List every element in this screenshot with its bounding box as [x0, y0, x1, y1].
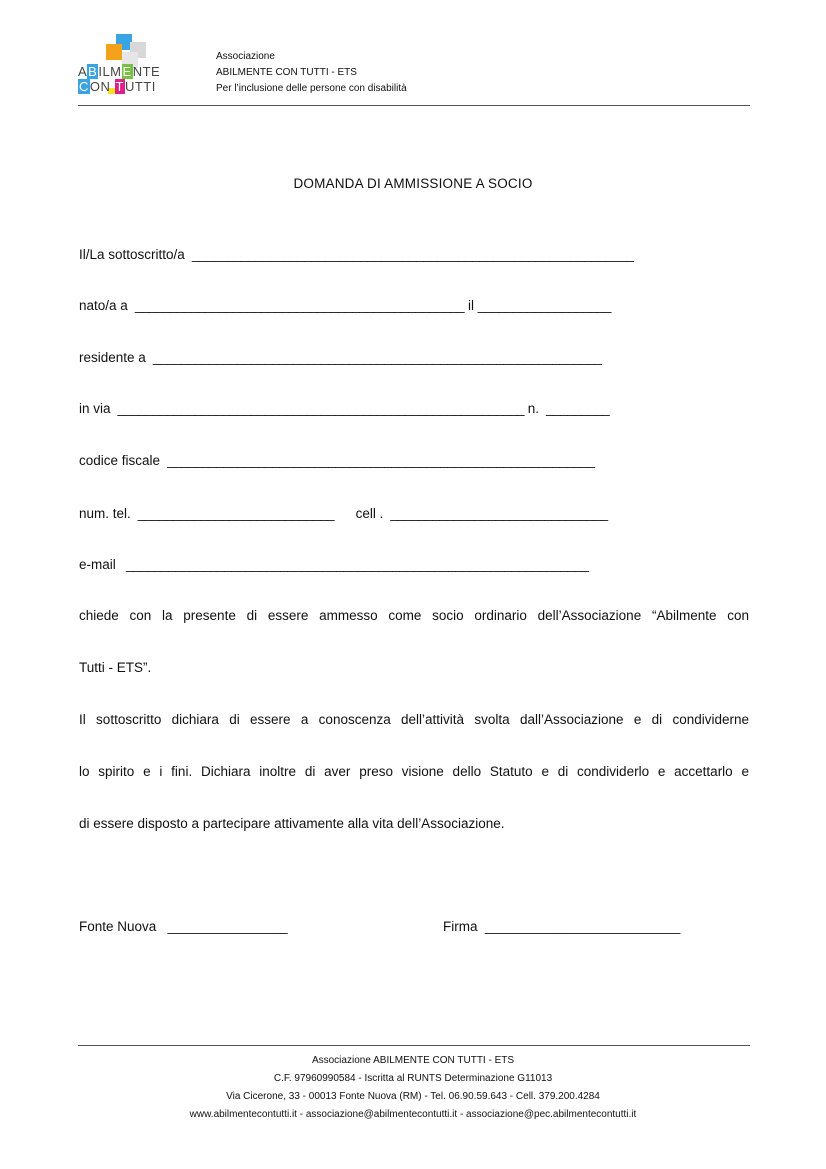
email-blank[interactable]: __________________________________________________________________ — [119, 557, 589, 572]
org-line-1: Associazione — [216, 51, 275, 62]
document-title: DOMANDA DI AMMISSIONE A SOCIO — [293, 176, 533, 191]
email-label: e-mail — [79, 557, 116, 572]
nato-blank[interactable]: _______________________________________________ — [131, 298, 465, 313]
field-sottoscritto[interactable] — [79, 247, 633, 262]
field-email[interactable] — [79, 557, 589, 572]
request-line-2: Tutti - ETS”. — [79, 660, 152, 675]
footer-line-3: Via Cicerone, 33 - 00013 Fonte Nuova (RM) - Tel. 06.90.59.643 - Cell. 379.200.4284 — [226, 1091, 600, 1102]
footer-line-1: Associazione ABILMENTE CON TUTTI - ETS — [311, 1055, 515, 1066]
codice-fiscale-label: codice fiscale — [79, 453, 161, 468]
request-line-1: chiede con la presente di essere ammesso come socio ordinario dell’Associazione “Abilmente con — [79, 608, 749, 623]
organization-header — [216, 49, 407, 97]
logo-cube-orange — [106, 44, 122, 60]
footer-line-2: C.F. 97960990584 - Iscritta al RUNTS Determinazione G11013 — [273, 1073, 553, 1084]
residente-blank[interactable]: ________________________________________________________________ — [149, 350, 602, 365]
via-blank[interactable]: __________________________________________________________ — [114, 401, 524, 416]
footer-line-4: www.abilmentecontutti.it - associazione@abilmentecontutti.it - associazione@pec.abilmentecontutti.it — [189, 1109, 637, 1120]
numero-label: n. — [527, 401, 540, 416]
place-label: Fonte Nuova — [79, 919, 157, 934]
numero-blank[interactable]: _________ — [542, 401, 610, 416]
field-residente[interactable] — [79, 350, 601, 365]
codice-fiscale-blank[interactable]: _____________________________________________________________ — [163, 453, 595, 468]
sottoscritto-blank[interactable]: _______________________________________________________________ — [188, 247, 634, 262]
tel-label: num. tel. — [79, 506, 131, 521]
org-line-3: Per l’inclusione delle persone con disabilità — [216, 83, 407, 94]
residente-label: residente a — [79, 350, 146, 365]
footer — [0, 1052, 826, 1124]
declaration-paragraph — [79, 694, 749, 850]
sottoscritto-label: Il/La sottoscritto/a — [79, 247, 185, 262]
request-paragraph — [79, 590, 749, 694]
firma-label: Firma — [443, 919, 478, 934]
field-nato[interactable] — [79, 298, 611, 313]
firma-blank[interactable]: __________________________ — [481, 919, 681, 934]
date-blank[interactable]: ________________ — [160, 919, 288, 934]
declaration-line-3: di essere disposto a partecipare attivamente alla vita dell’Associazione. — [79, 816, 505, 831]
via-label: in via — [79, 401, 111, 416]
declaration-line-1: Il sottoscritto dichiara di essere a conoscenza dell’attività svolta dall’Associazione e di condividerne — [79, 712, 749, 727]
il-blank[interactable]: ___________________ — [477, 298, 611, 313]
field-codice-fiscale[interactable] — [79, 453, 595, 468]
association-logo — [78, 32, 188, 98]
signature-field[interactable] — [443, 919, 680, 934]
nato-label: nato/a a — [79, 298, 128, 313]
header-divider — [78, 105, 750, 106]
logo-text-line2: CON TUTTI — [79, 79, 156, 94]
field-via[interactable] — [79, 401, 609, 416]
field-telefono[interactable] — [79, 506, 608, 521]
footer-divider — [78, 1045, 750, 1046]
cell-label: cell . — [355, 506, 384, 521]
declaration-line-2: lo spirito e i fini. Dichiara inoltre di aver preso visione dello Statuto e di condividerlo e accettarlo e — [79, 764, 749, 779]
org-line-2: ABILMENTE CON TUTTI - ETS — [216, 67, 357, 78]
tel-blank[interactable]: ____________________________ — [134, 506, 335, 521]
il-label: il — [467, 298, 474, 313]
place-date-field[interactable] — [79, 919, 288, 934]
logo-text-line1: ABILMENTE — [78, 64, 161, 79]
cell-blank[interactable]: _______________________________ — [387, 506, 608, 521]
